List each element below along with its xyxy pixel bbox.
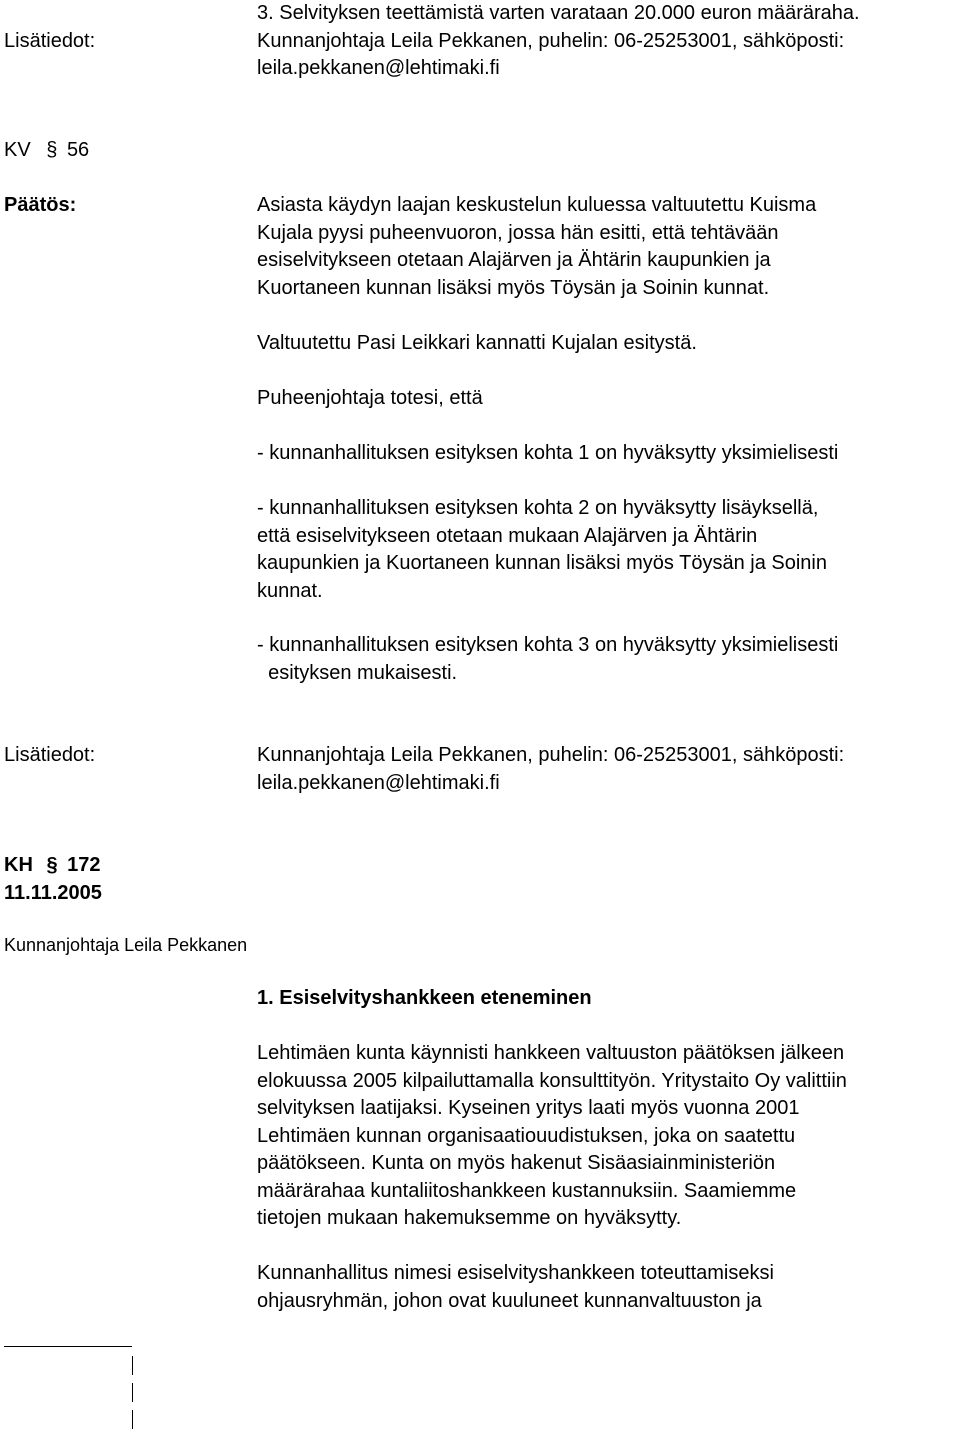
section-sign: § [46, 854, 58, 876]
info-label: Lisätiedot: [4, 744, 96, 766]
margin-bar [132, 1356, 133, 1375]
decision-label: Päätös: [4, 194, 77, 216]
text-line: - kunnanhallituksen esityksen kohta 3 on hyväksytty yksimielisesti [257, 634, 839, 656]
section-sign: § [46, 139, 58, 161]
kh-prefix: KH [4, 854, 33, 876]
info-email[interactable]: leila.pekkanen@lehtimaki.fi [257, 772, 500, 794]
text-line: - kunnanhallituksen esityksen kohta 2 on hyväksytty lisäyksellä, [257, 497, 819, 519]
text-line: Kunnanhallitus nimesi esiselvityshankkeen toteuttamiseksi [257, 1262, 774, 1284]
text-line: ohjausryhmän, johon ovat kuuluneet kunnanvaltuuston ja [257, 1289, 762, 1312]
margin-rule [4, 1346, 132, 1347]
decision-item-3: 3. Selvityksen teettämistä varten varataan 20.000 euron määräraha. [257, 2, 860, 24]
margin-bar [132, 1410, 133, 1429]
text-line: Kujala pyysi puheenvuoron, jossa hän esitti, että tehtävään [257, 221, 779, 244]
decision-para2: Valtuutettu Pasi Leikkari kannatti Kujalan esitystä. [257, 332, 697, 354]
margin-bar [132, 1383, 133, 1402]
decision-para1 [257, 192, 957, 302]
text-line: selvityksen laatijaksi. Kyseinen yritys laati myös vuonna 2001 [257, 1097, 800, 1119]
text-line: Kuortaneen kunnan lisäksi myös Töysän ja Soinin kunnat. [257, 276, 770, 299]
text-line: Lehtimäen kunta käynnisti hankkeen valtuuston päätöksen jälkeen [257, 1042, 845, 1064]
text-line: elokuussa 2005 kilpailuttamalla konsulttityön. Yritystaito Oy valittiin [257, 1069, 847, 1092]
text-line: päätökseen. Kunta on myös hakenut Sisäasiainministeriön [257, 1152, 776, 1174]
kh-date: 11.11.2005 [4, 882, 102, 904]
decision-para3: Puheenjohtaja totesi, että [257, 387, 483, 409]
section1-para1 [257, 1040, 957, 1233]
decision-item1: - kunnanhallituksen esityksen kohta 1 on hyväksytty yksimielisesti [257, 442, 839, 464]
kh-number: 172 [67, 854, 101, 876]
kv-section-ref [4, 137, 89, 165]
info-email[interactable]: leila.pekkanen@lehtimaki.fi [257, 57, 500, 79]
text-line: Asiasta käydyn laajan keskustelun kuluessa valtuutettu Kuisma [257, 194, 817, 216]
text-line: esiselvitykseen otetaan Alajärven ja Ähtärin kaupunkien ja [257, 249, 771, 271]
info-contact-line: Kunnanjohtaja Leila Pekkanen, puhelin: 06-25253001, sähköposti: [257, 30, 845, 52]
text-line: määrärahaa kuntaliitoshankkeen kustannuksiin. Saamiemme [257, 1179, 797, 1202]
info-label: Lisätiedot: [4, 30, 96, 52]
decision-item3 [257, 632, 957, 687]
kv-prefix: KV [4, 139, 31, 161]
kv-number: 56 [66, 139, 90, 161]
text-line: kunnat. [257, 579, 323, 602]
text-line: Lehtimäen kunnan organisaatiouudistuksen, joka on saatettu [257, 1124, 796, 1147]
text-line: kaupunkien ja Kuortaneen kunnan lisäksi myös Töysän ja Soinin [257, 552, 827, 574]
text-line: että esiselvitykseen otetaan mukaan Alajärven ja Ähtärin [257, 524, 758, 547]
info-contact-line: Kunnanjohtaja Leila Pekkanen, puhelin: 06-25253001, sähköposti: [257, 744, 845, 766]
kh-section-ref [4, 852, 101, 880]
presenter: Kunnanjohtaja Leila Pekkanen [4, 935, 248, 955]
section-heading: 1. Esiselvityshankkeen eteneminen [257, 987, 592, 1009]
section1-para2 [257, 1260, 957, 1315]
text-line: tietojen mukaan hakemuksemme on hyväksytty. [257, 1207, 682, 1229]
text-line: esityksen mukaisesti. [257, 661, 458, 684]
decision-item2 [257, 495, 957, 605]
